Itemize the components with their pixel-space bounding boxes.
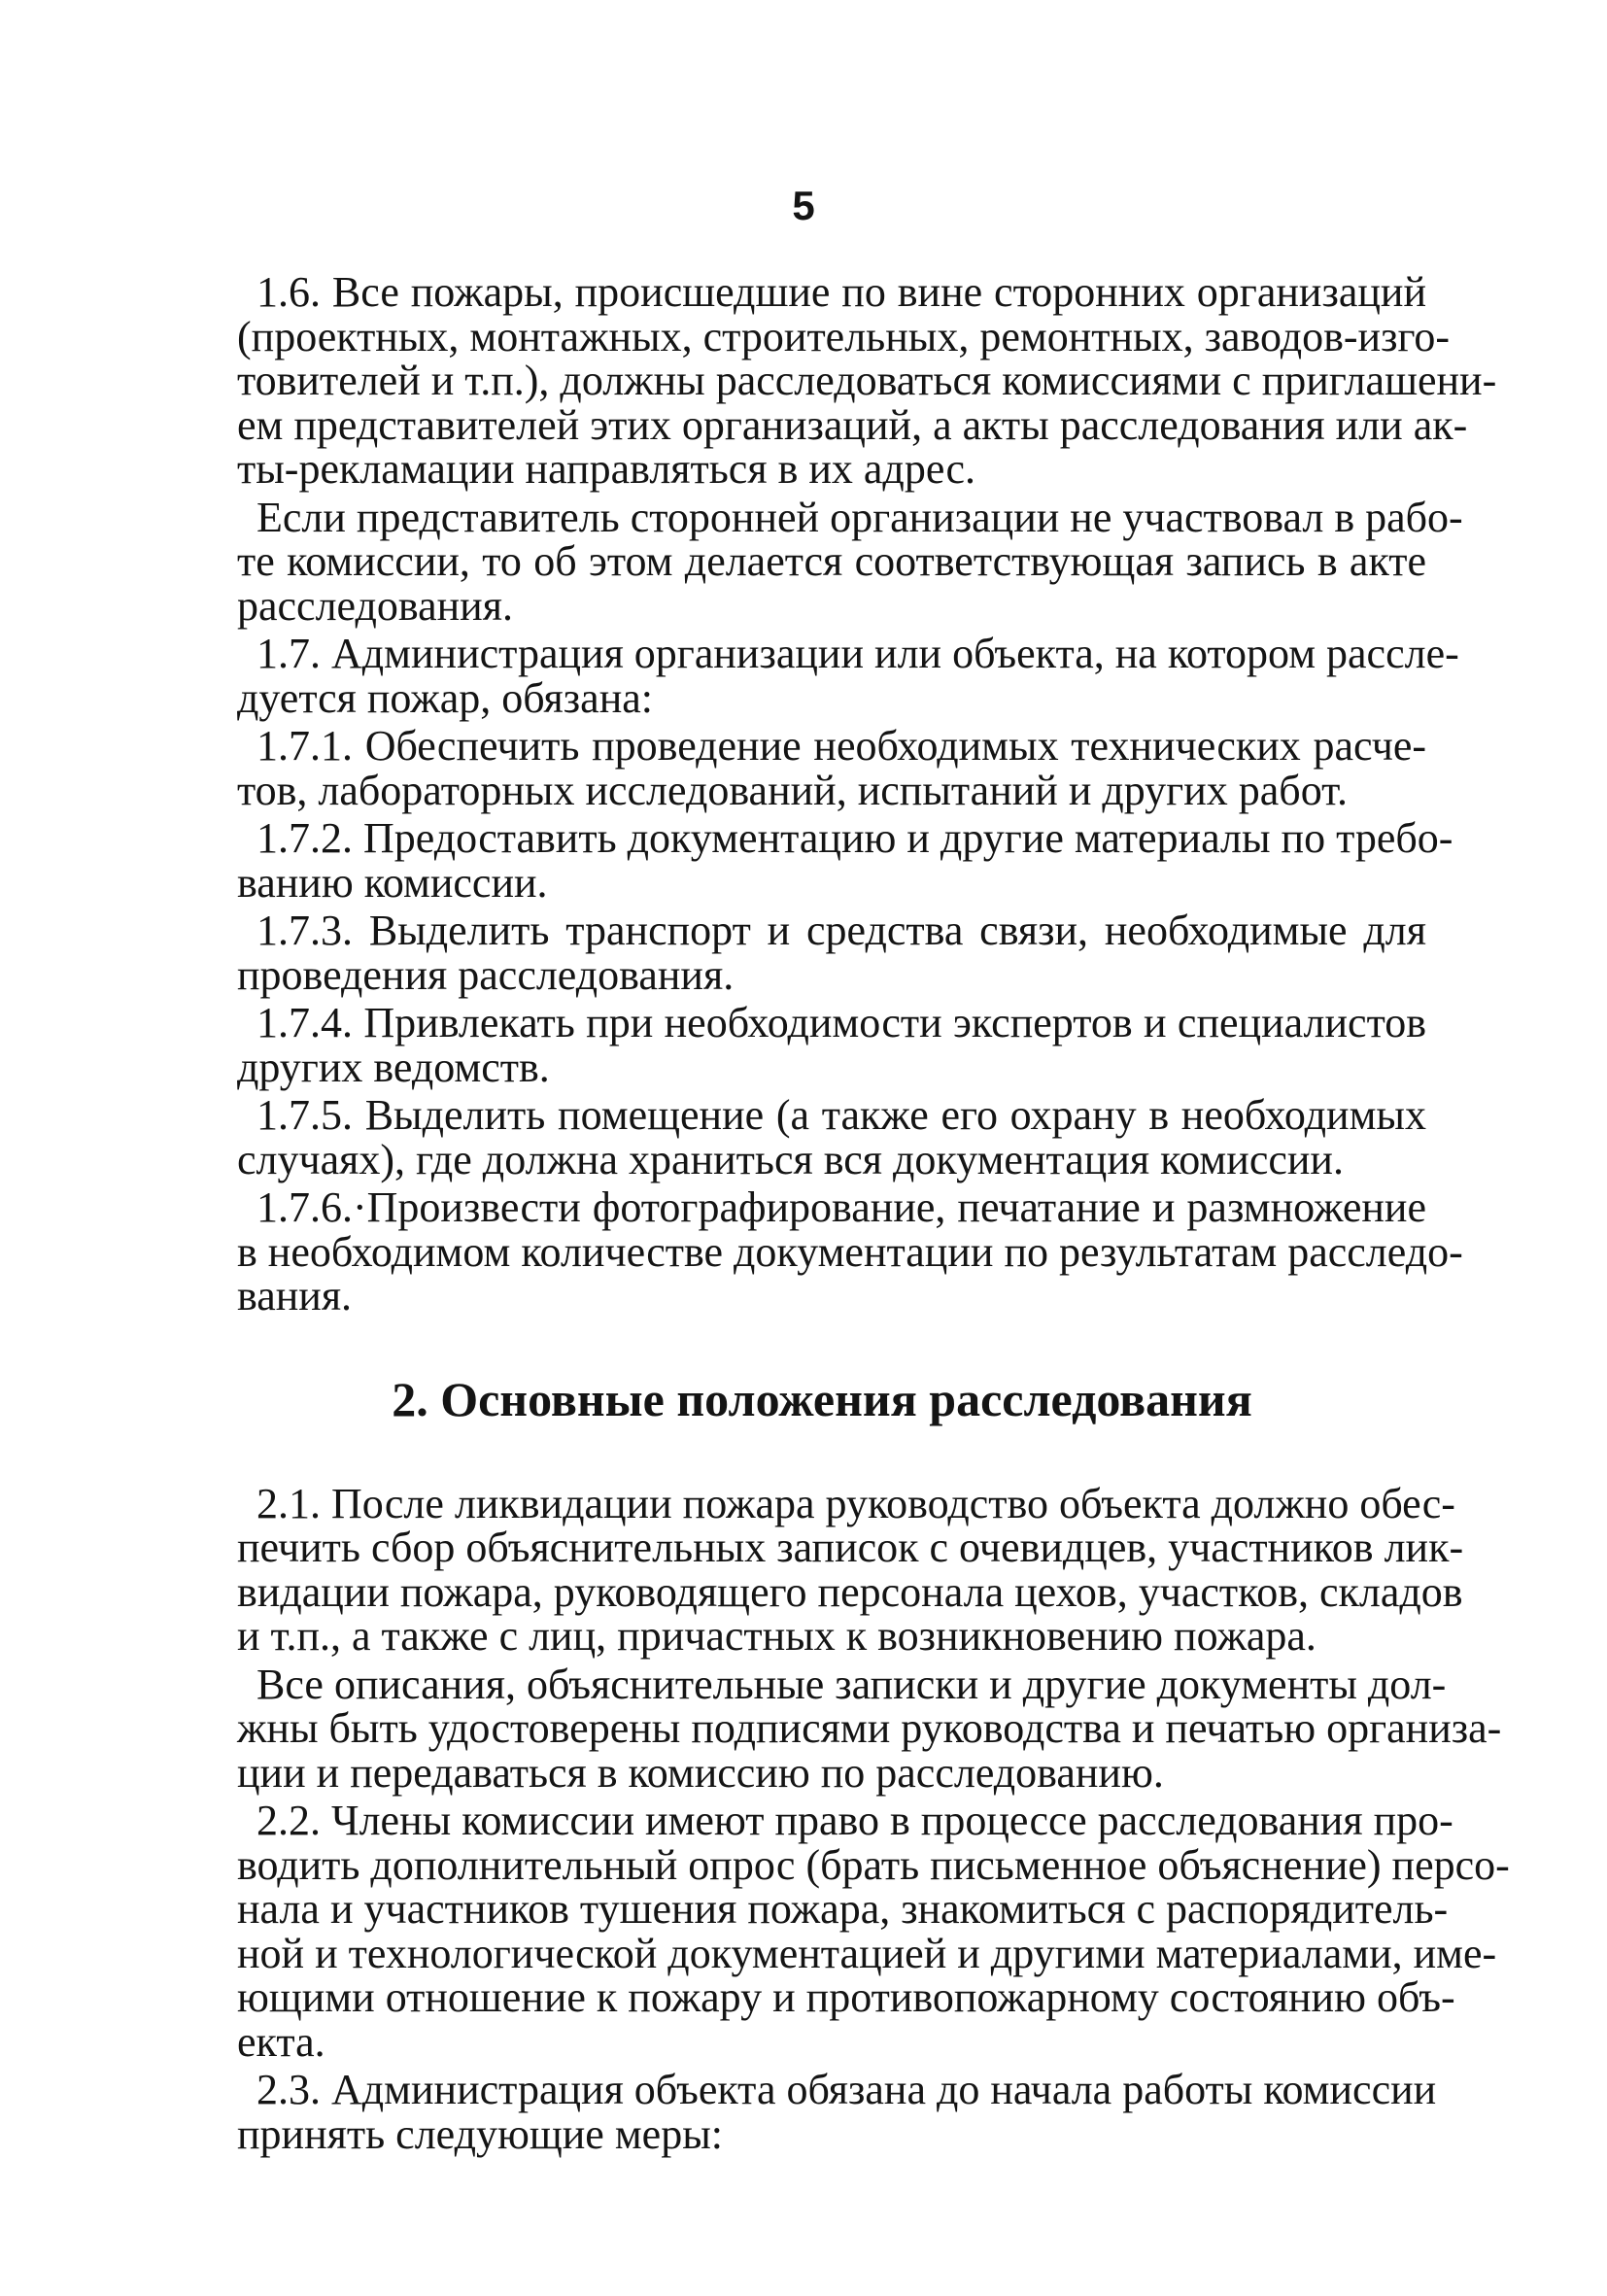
text-line: 1.6. Все пожары, происшедшие по вине сторонних организаций: [256, 268, 1426, 316]
text-line: тов, лабораторных исследований, испытаний и других работ.: [237, 766, 1349, 814]
section-title: 2. Основные положения расследования: [392, 1371, 1252, 1426]
text-line: в необходимом количестве документации по результатам расследо-: [237, 1227, 1463, 1276]
paragraph: [218, 1479, 1464, 1660]
paragraph: [218, 630, 1459, 722]
text-line: печить сбор объяснительных записок с очевидцев, участников лик-: [237, 1524, 1464, 1571]
text-line: видации пожара, руководящего персонала цехов, участков, складов: [237, 1567, 1463, 1616]
paragraph: [218, 1797, 1510, 2066]
page-number: 5: [792, 183, 815, 228]
text-line: других ведомств.: [237, 1043, 550, 1091]
section-1-text: [218, 268, 1497, 1319]
text-line: 1.7.2. Предоставить документацию и другие материалы по требо-: [256, 814, 1453, 862]
paragraph: [218, 724, 1426, 812]
text-line: и т.п., а также с лиц, причастных к возникновению пожара.: [237, 1612, 1316, 1660]
section-2-text: [218, 1479, 1510, 2158]
text-line: расследования.: [237, 581, 513, 630]
text-line: Если представитель сторонней организации не участвовал в рабо-: [256, 493, 1463, 541]
text-line: проведения расследования.: [237, 950, 735, 999]
paragraph: [218, 1001, 1426, 1089]
paragraph: [218, 2066, 1437, 2158]
text-line: дуется пожар, обязана:: [237, 673, 653, 722]
text-line: 2.3. Администрация объекта обязана до начала работы комиссии: [256, 2066, 1437, 2113]
text-line: вания.: [237, 1272, 353, 1319]
text-line: ванию комиссии.: [237, 858, 548, 907]
text-line: ции и передаваться в комиссию по расследованию.: [237, 1748, 1164, 1797]
text-line: (проектных, монтажных, строительных, ремонтных, заводов-изго-: [237, 312, 1451, 360]
text-line: товителей и т.п.), должны расследоваться комиссиями с приглашени-: [237, 357, 1497, 404]
paragraph: [218, 1660, 1502, 1797]
text-line: принять следующие меры:: [237, 2109, 723, 2158]
page-body: [218, 268, 1510, 2158]
paragraph: [218, 908, 1426, 997]
text-line: 1.7. Администрация организации или объекта, на котором рассле-: [256, 630, 1459, 677]
text-line: ной и технологической документацией и другими материалами, име-: [237, 1929, 1497, 1977]
text-line: екта.: [237, 2017, 325, 2066]
paragraph: [218, 1183, 1463, 1319]
text-line: 1.7.1. Обеспечить проведение необходимых технических расче-: [256, 722, 1426, 770]
text-line: 1.7.3. Выделить транспорт и средства связи, необходимые для: [256, 907, 1426, 954]
text-line: ем представителей этих организаций, а акты расследования или ак-: [237, 400, 1468, 449]
text-line: 2.1. После ликвидации пожара руководство объекта должно обес-: [256, 1479, 1455, 1527]
paragraph: [218, 814, 1453, 907]
text-line: случаях), где должна храниться вся документация комиссии.: [237, 1135, 1344, 1183]
text-line: Все описания, объяснительные записки и другие документы дол-: [256, 1660, 1447, 1708]
text-line: ющими отношение к пожару и противопожарному состоянию объ-: [237, 1973, 1455, 2021]
text-line: ты-рекламации направляться в их адрес.: [237, 445, 975, 493]
paragraph: [218, 268, 1497, 493]
text-line: жны быть удостоверены подписями руководства и печатью организа-: [237, 1704, 1502, 1752]
text-line: те комиссии, то об этом делается соответствующая запись в акте: [237, 537, 1426, 585]
text-line: 2.2. Члены комиссии имеют право в процессе расследования про-: [256, 1797, 1453, 1844]
text-line: 1.7.6.·Произвести фотографирование, печатание и размножение: [256, 1183, 1426, 1231]
text-line: водить дополнительный опрос (брать письменное объяснение) персо-: [237, 1840, 1510, 1889]
text-line: нала и участников тушения пожара, знакомиться с распорядитель-: [237, 1885, 1449, 1933]
text-line: 1.7.5. Выделить помещение (а также его охрану в необходимых: [256, 1091, 1426, 1139]
paragraph: [218, 1093, 1426, 1182]
paragraph: [218, 493, 1463, 630]
text-line: 1.7.4. Привлекать при необходимости экспертов и специалистов: [256, 999, 1426, 1046]
